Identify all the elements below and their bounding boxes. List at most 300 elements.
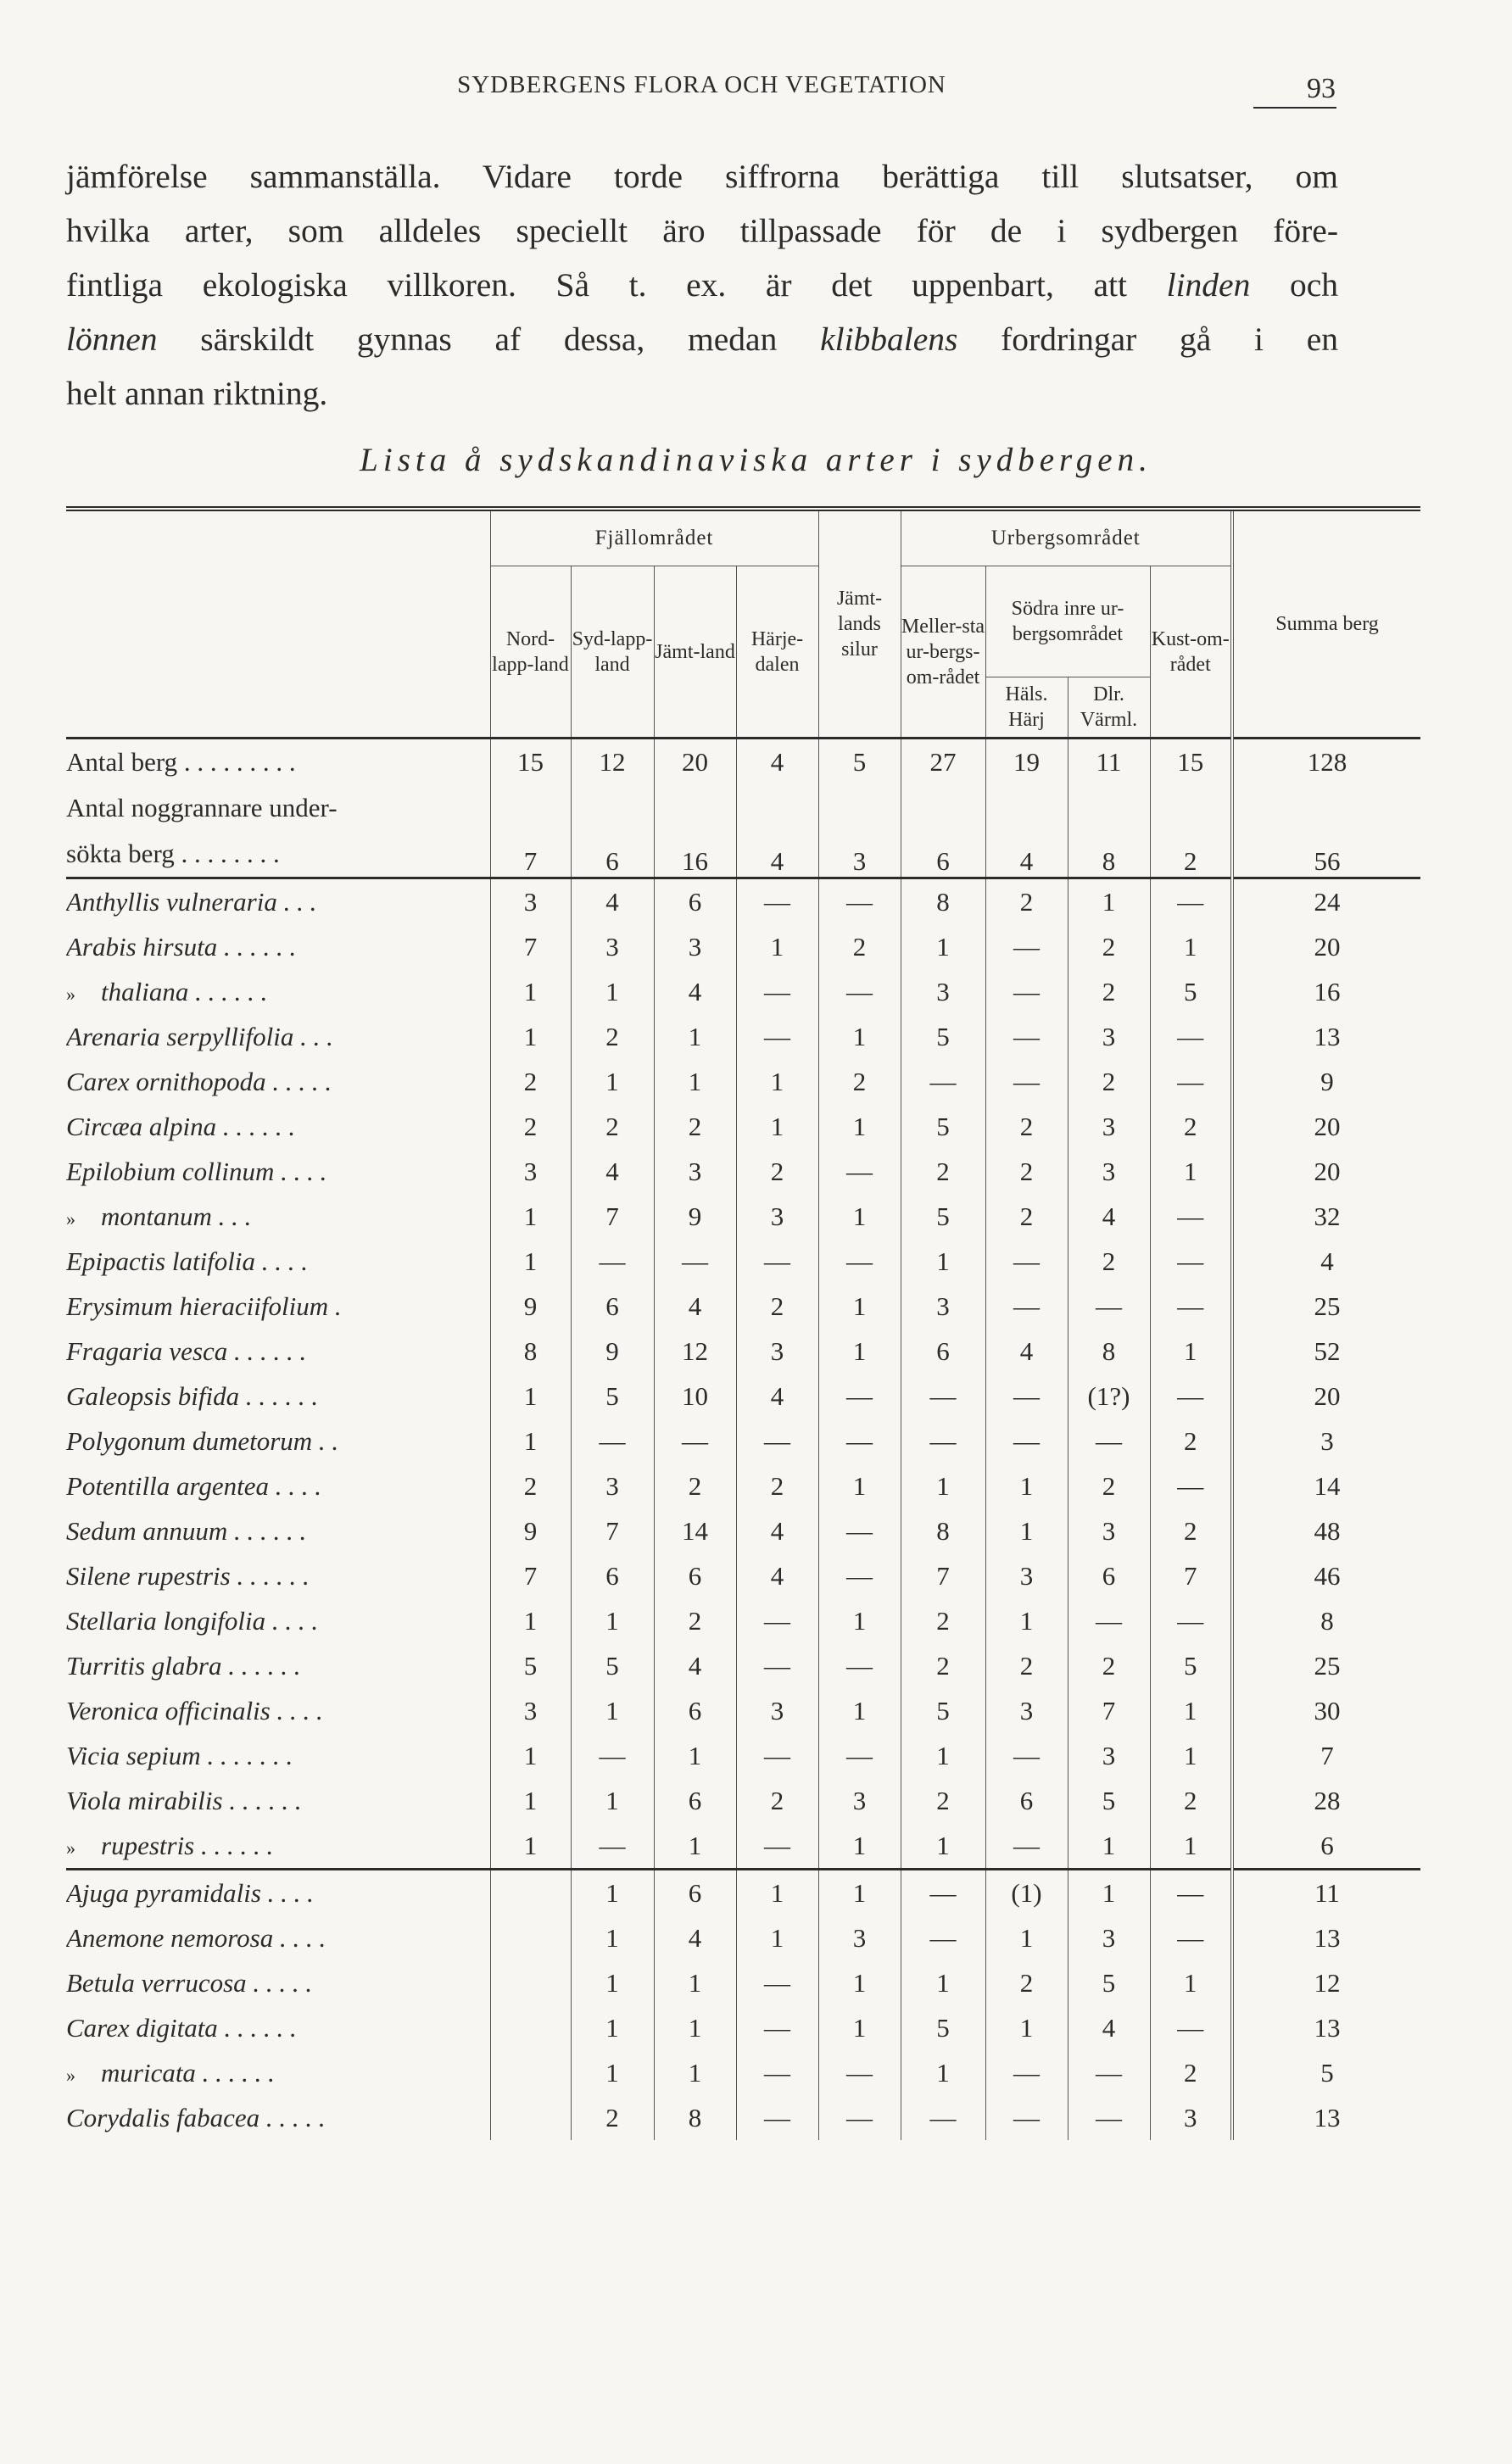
species-count: — (654, 1239, 736, 1284)
species-count: 4 (985, 1329, 1068, 1374)
species-count: 1 (901, 1823, 985, 1870)
stats-cell: 20 (654, 739, 736, 786)
species-count: 1 (654, 1014, 736, 1059)
species-name (66, 1419, 490, 1463)
species-name (66, 878, 490, 925)
species-count: — (901, 1419, 985, 1463)
species-count: 20 (1232, 1374, 1420, 1419)
stats-cell: 27 (901, 739, 985, 786)
species-count: 6 (571, 1284, 654, 1329)
species-count: 7 (490, 924, 571, 969)
species-name-text: Circæa alpina . . . . . . (66, 1111, 296, 1141)
species-count: 12 (1232, 1960, 1420, 2005)
species-row (66, 1598, 1420, 1643)
species-count: — (901, 1374, 985, 1419)
species-count: 1 (571, 1688, 654, 1733)
species-count: — (1150, 1598, 1232, 1643)
species-count: 3 (901, 1284, 985, 1329)
species-count: 1 (571, 1915, 654, 1960)
species-count: 2 (736, 1778, 818, 1823)
intro-line (66, 312, 1338, 366)
species-count: (1?) (1068, 1374, 1150, 1419)
species-count: 5 (1150, 1643, 1232, 1688)
species-row (66, 1643, 1420, 1688)
col-header-dlr: Dlr. Värml. (1068, 677, 1150, 739)
species-count: 5 (571, 1643, 654, 1688)
species-count: 1 (490, 1194, 571, 1239)
species-count: 2 (1150, 1104, 1232, 1149)
stats-cell: 8 (1068, 785, 1150, 878)
species-count: 2 (1068, 1463, 1150, 1508)
species-count: 1 (985, 1598, 1068, 1643)
species-name-text: Veronica officinalis . . . . (66, 1695, 323, 1725)
species-row (66, 1508, 1420, 1553)
species-group-b (66, 1870, 1420, 2141)
species-count: 3 (985, 1553, 1068, 1598)
species-count: — (1150, 1870, 1232, 1916)
stats-label (66, 739, 490, 786)
species-count: 5 (1150, 969, 1232, 1014)
species-count: 1 (490, 1014, 571, 1059)
species-count: 3 (654, 1149, 736, 1194)
species-count: 4 (736, 1374, 818, 1419)
species-count: — (818, 2095, 901, 2140)
species-count: 20 (1232, 1149, 1420, 1194)
species-name-text: Corydalis fabacea . . . . . (66, 2102, 326, 2132)
species-count: — (818, 2050, 901, 2095)
species-count: — (654, 1419, 736, 1463)
species-count: 1 (985, 1915, 1068, 1960)
species-name-text: Arabis hirsuta . . . . . . (66, 931, 297, 962)
species-count: — (985, 1014, 1068, 1059)
stats-label-text: Antal noggrannare under- (66, 793, 338, 822)
species-count: 1 (736, 1059, 818, 1104)
list-heading: Lista å sydskandinaviska arter i sydbergen. (360, 442, 1152, 478)
species-count: 1 (818, 1284, 901, 1329)
species-count: 5 (901, 1014, 985, 1059)
stats-cell: 128 (1232, 739, 1420, 786)
species-count: 1 (1150, 1960, 1232, 2005)
species-count: 1 (736, 1104, 818, 1149)
stats-cell: 11 (1068, 739, 1150, 786)
species-count: 1 (818, 1463, 901, 1508)
species-name-text: Polygonum dumetorum . . (66, 1425, 339, 1456)
intro-fragment: särskildt gynnas af dessa, medan (200, 321, 778, 358)
species-row (66, 1239, 1420, 1284)
species-name (66, 1284, 490, 1329)
species-count: 3 (1150, 2095, 1232, 2140)
species-row (66, 1733, 1420, 1778)
species-count: 1 (654, 1059, 736, 1104)
species-count: — (818, 1643, 901, 1688)
species-count: 5 (901, 1104, 985, 1149)
header-blank (66, 509, 490, 739)
col-header-sydlapp: Syd-lapp-land (571, 566, 654, 739)
species-count: — (1150, 878, 1232, 925)
species-table (66, 506, 1420, 2140)
species-count: 1 (901, 1239, 985, 1284)
species-count: 3 (901, 969, 985, 1014)
species-count: 4 (736, 1508, 818, 1553)
species-count: 1 (1150, 1733, 1232, 1778)
species-count: 9 (571, 1329, 654, 1374)
species-count: — (736, 2050, 818, 2095)
species-name-text: rupestris . . . . . . (101, 1830, 274, 1860)
species-count: — (571, 1733, 654, 1778)
species-name (66, 1508, 490, 1553)
species-count: 1 (654, 2005, 736, 2050)
species-row (66, 1823, 1420, 1870)
species-count: 2 (736, 1284, 818, 1329)
species-count: 4 (654, 969, 736, 1014)
species-count: — (736, 1823, 818, 1870)
species-name-text: Silene rupestris . . . . . . (66, 1560, 310, 1591)
col-header-jamt: Jämt-land (654, 566, 736, 739)
species-count: 3 (736, 1688, 818, 1733)
species-count: 1 (818, 1960, 901, 2005)
species-count: 6 (1068, 1553, 1150, 1598)
species-count: 6 (901, 1329, 985, 1374)
stats-cell: 2 (1150, 785, 1232, 878)
col-header-nordlapp: Nord-lapp-land (490, 566, 571, 739)
species-count: 32 (1232, 1194, 1420, 1239)
stats-cell: 4 (736, 739, 818, 786)
species-count: — (818, 1419, 901, 1463)
species-count: 1 (1150, 1823, 1232, 1870)
stats-cell: 6 (571, 785, 654, 878)
species-count: 6 (654, 1688, 736, 1733)
species-row (66, 878, 1420, 925)
species-count: 2 (818, 1059, 901, 1104)
species-count: 3 (1068, 1915, 1150, 1960)
species-row (66, 1329, 1420, 1374)
species-row (66, 1463, 1420, 1508)
species-name (66, 1239, 490, 1284)
species-count: 2 (654, 1104, 736, 1149)
species-count: 2 (571, 1014, 654, 1059)
page-number-underline (1253, 107, 1336, 109)
species-count: 46 (1232, 1553, 1420, 1598)
species-count: 1 (818, 1104, 901, 1149)
species-count: 1 (490, 1374, 571, 1419)
stats-cell: 7 (490, 785, 571, 878)
species-count: 6 (1232, 1823, 1420, 1870)
species-count: 1 (490, 1823, 571, 1870)
species-count (490, 1870, 571, 1916)
species-name (66, 1104, 490, 1149)
col-header-meller: Meller-sta ur-bergs-om-rådet (901, 566, 985, 739)
species-count: 8 (901, 1508, 985, 1553)
species-row (66, 1059, 1420, 1104)
species-row (66, 2050, 1420, 2095)
species-name (66, 1463, 490, 1508)
species-count: 2 (736, 1463, 818, 1508)
species-count: — (736, 2095, 818, 2140)
species-count: — (1068, 1598, 1150, 1643)
species-count: 7 (571, 1508, 654, 1553)
species-name (66, 924, 490, 969)
species-count: 3 (818, 1778, 901, 1823)
species-count: 4 (571, 1149, 654, 1194)
species-count: 1 (490, 969, 571, 1014)
species-count: 2 (571, 2095, 654, 2140)
species-count: — (985, 924, 1068, 969)
species-count: 3 (1068, 1149, 1150, 1194)
species-count: 1 (490, 1778, 571, 1823)
species-count: — (1068, 2050, 1150, 2095)
stats-cell: 15 (490, 739, 571, 786)
species-count: 1 (818, 1870, 901, 1916)
species-name-text: Galeopsis bifida . . . . . . (66, 1380, 319, 1411)
species-count: — (736, 878, 818, 925)
species-row (66, 2005, 1420, 2050)
species-name-text: Epilobium collinum . . . . (66, 1156, 327, 1186)
species-count: — (571, 1239, 654, 1284)
group-header-fjall: Fjällområdet (490, 509, 818, 566)
species-count: — (901, 2095, 985, 2140)
species-name-text: Viola mirabilis . . . . . . (66, 1785, 302, 1815)
species-count (490, 1915, 571, 1960)
species-count: 10 (654, 1374, 736, 1419)
species-count: 2 (985, 1149, 1068, 1194)
species-count: — (736, 1598, 818, 1643)
species-name (66, 1059, 490, 1104)
species-count: — (985, 2050, 1068, 2095)
running-title: SYDBERGENS FLORA OCH VEGETATION (457, 71, 946, 98)
species-count: 1 (818, 1194, 901, 1239)
species-name-text: Carex digitata . . . . . . (66, 2012, 297, 2043)
species-count: 2 (654, 1463, 736, 1508)
species-count (490, 2005, 571, 2050)
species-count (490, 2095, 571, 2140)
species-count: — (736, 1643, 818, 1688)
species-count: 1 (818, 1598, 901, 1643)
species-row (66, 1284, 1420, 1329)
stats-row (66, 785, 1420, 878)
species-name-text: thaliana . . . . . . (101, 976, 268, 1006)
species-count: 5 (901, 2005, 985, 2050)
species-name (66, 1598, 490, 1643)
species-count: — (736, 1960, 818, 2005)
species-count: 6 (654, 1553, 736, 1598)
stats-label-text: Antal berg . . . . . . . . . (66, 747, 296, 777)
species-count: — (901, 1915, 985, 1960)
species-count: 5 (901, 1688, 985, 1733)
species-count: 14 (1232, 1463, 1420, 1508)
species-count: — (818, 969, 901, 1014)
col-header-summa: Summa berg (1232, 509, 1420, 739)
species-count: 3 (490, 1149, 571, 1194)
species-count (490, 2050, 571, 2095)
species-count: — (985, 1374, 1068, 1419)
species-name (66, 2095, 490, 2140)
intro-line: jämförelse sammanställa. Vidare torde siffrorna berättiga till slutsatser, om (66, 158, 1338, 195)
species-count: 1 (571, 1960, 654, 2005)
species-count: 1 (571, 1598, 654, 1643)
species-count: 2 (1150, 1508, 1232, 1553)
species-count: — (1150, 1284, 1232, 1329)
species-count: 2 (1068, 1239, 1150, 1284)
species-count: 1 (736, 924, 818, 969)
species-count: 9 (1232, 1059, 1420, 1104)
species-name-text: montanum . . . (101, 1201, 252, 1231)
species-name-text: Vicia sepium . . . . . . . (66, 1740, 293, 1770)
species-count: 6 (985, 1778, 1068, 1823)
species-name (66, 2005, 490, 2050)
species-count: 2 (901, 1598, 985, 1643)
intro-fragment: fintliga ekologiska villkoren. Så t. ex. är det uppenbart, att (66, 266, 1127, 304)
species-count: 4 (1068, 2005, 1150, 2050)
species-name (66, 1014, 490, 1059)
species-name-text: Turritis glabra . . . . . . (66, 1650, 301, 1681)
species-count: 1 (654, 1960, 736, 2005)
species-count: 2 (736, 1149, 818, 1194)
species-name (66, 1778, 490, 1823)
species-count: — (985, 1419, 1068, 1463)
species-count: 1 (985, 2005, 1068, 2050)
species-count: — (818, 1733, 901, 1778)
species-name-text: Ajuga pyramidalis . . . . (66, 1877, 314, 1908)
species-row (66, 1014, 1420, 1059)
species-name-text: Arenaria serpyllifolia . . . (66, 1021, 333, 1051)
species-count: 3 (1232, 1419, 1420, 1463)
species-name-text: Anemone nemorosa . . . . (66, 1922, 326, 1953)
species-count: 13 (1232, 2005, 1420, 2050)
species-count: 52 (1232, 1329, 1420, 1374)
species-count: 12 (654, 1329, 736, 1374)
species-count: 1 (1150, 1149, 1232, 1194)
stats-cell: 16 (654, 785, 736, 878)
species-name (66, 1823, 490, 1870)
species-count: 2 (1150, 1778, 1232, 1823)
species-count: — (818, 878, 901, 925)
species-count: 8 (654, 2095, 736, 2140)
species-term: klibbalens (820, 321, 958, 358)
col-header-hals: Häls. Härj (985, 677, 1068, 739)
species-count: — (1150, 1059, 1232, 1104)
species-count: 2 (901, 1149, 985, 1194)
species-count: 13 (1232, 2095, 1420, 2140)
species-count: 8 (1068, 1329, 1150, 1374)
species-count: 3 (490, 1688, 571, 1733)
species-row (66, 1194, 1420, 1239)
species-count: — (818, 1553, 901, 1598)
species-count: 8 (1232, 1598, 1420, 1643)
species-name-text: Carex ornithopoda . . . . . (66, 1066, 332, 1096)
species-count: 3 (736, 1329, 818, 1374)
species-count: 2 (985, 1960, 1068, 2005)
species-count: 1 (571, 1870, 654, 1916)
stats-cell: 6 (901, 785, 985, 878)
species-count: 2 (490, 1463, 571, 1508)
species-count: 2 (985, 1643, 1068, 1688)
species-count: — (736, 1239, 818, 1284)
stats-label (66, 785, 490, 878)
species-count: — (818, 1239, 901, 1284)
species-count: 16 (1232, 969, 1420, 1014)
species-row (66, 1553, 1420, 1598)
species-count: — (818, 1374, 901, 1419)
species-count: — (1150, 1374, 1232, 1419)
species-count: — (985, 1823, 1068, 1870)
species-count: 9 (490, 1284, 571, 1329)
species-name (66, 1915, 490, 1960)
species-count: 5 (901, 1194, 985, 1239)
stats-cell: 19 (985, 739, 1068, 786)
species-row (66, 924, 1420, 969)
species-count: 20 (1232, 1104, 1420, 1149)
species-name (66, 1374, 490, 1419)
intro-paragraph (66, 149, 1338, 421)
species-count: 25 (1232, 1643, 1420, 1688)
species-count: 7 (1150, 1553, 1232, 1598)
species-count: 3 (1068, 1014, 1150, 1059)
species-count: — (818, 1508, 901, 1553)
species-count: 1 (654, 2050, 736, 2095)
stats-row (66, 739, 1420, 786)
species-count: 3 (1068, 1733, 1150, 1778)
species-count: 6 (654, 1778, 736, 1823)
species-term: linden (1166, 266, 1251, 304)
species-count: 1 (901, 924, 985, 969)
species-name-text: Betula verrucosa . . . . . (66, 1967, 313, 1998)
intro-line: helt annan riktning. (66, 375, 328, 412)
species-count: 5 (1068, 1960, 1150, 2005)
species-count: — (1150, 1463, 1232, 1508)
species-count: 1 (1150, 1688, 1232, 1733)
species-row (66, 969, 1420, 1014)
species-count: 3 (985, 1688, 1068, 1733)
species-name-text: Anthyllis vulneraria . . . (66, 886, 317, 917)
species-count: 48 (1232, 1508, 1420, 1553)
species-count: 2 (571, 1104, 654, 1149)
species-name (66, 1194, 490, 1239)
species-row (66, 1149, 1420, 1194)
species-count: 7 (490, 1553, 571, 1598)
ditto-mark: » (66, 1837, 75, 1859)
species-count: 2 (985, 1104, 1068, 1149)
species-name-text: Sedum annuum . . . . . . (66, 1515, 307, 1546)
species-count: 1 (571, 969, 654, 1014)
species-count: 1 (985, 1463, 1068, 1508)
species-name (66, 1149, 490, 1194)
species-count: — (901, 1059, 985, 1104)
species-count: 5 (1068, 1778, 1150, 1823)
species-count: — (736, 1733, 818, 1778)
species-count: 3 (736, 1194, 818, 1239)
species-count: — (901, 1870, 985, 1916)
species-count: — (736, 969, 818, 1014)
species-row (66, 1870, 1420, 1916)
species-count: (1) (985, 1870, 1068, 1916)
species-count: 1 (571, 2050, 654, 2095)
species-count: 1 (571, 1778, 654, 1823)
species-count: 7 (1068, 1688, 1150, 1733)
species-count: 5 (1232, 2050, 1420, 2095)
species-name-text: Erysimum hieraciifolium . (66, 1291, 342, 1321)
intro-fragment: och (1289, 266, 1339, 304)
ditto-mark: » (66, 2064, 75, 2086)
species-count: — (736, 1419, 818, 1463)
species-count: 1 (736, 1870, 818, 1916)
species-name-text: Fragaria vesca . . . . . . (66, 1335, 307, 1366)
stats-cell: 5 (818, 739, 901, 786)
species-row (66, 1419, 1420, 1463)
species-count: — (985, 969, 1068, 1014)
ditto-mark: » (66, 983, 75, 1005)
stats-cell: 3 (818, 785, 901, 878)
species-count: 1 (818, 1329, 901, 1374)
